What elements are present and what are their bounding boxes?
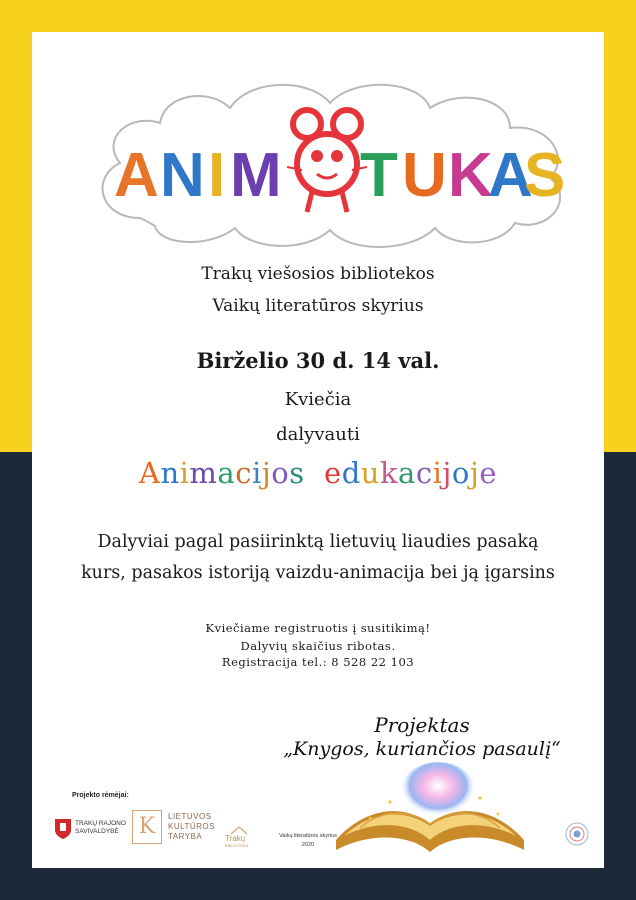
headline-letter: k bbox=[379, 456, 399, 490]
registration-line-2: Dalyvių skaičius ribotas. bbox=[240, 639, 396, 653]
ltk-line-1: LIETUVOS bbox=[168, 812, 212, 821]
headline-letter: e bbox=[479, 456, 498, 490]
headline-letter: a bbox=[217, 456, 236, 490]
headline-letter: c bbox=[235, 456, 252, 490]
headline-letter: a bbox=[398, 456, 416, 490]
headline-letter: n bbox=[160, 456, 180, 490]
ltk-k-icon: K bbox=[132, 810, 162, 844]
ltk-line-3: TARYBA bbox=[168, 832, 203, 841]
round-badge-icon bbox=[565, 822, 589, 846]
invite-line-2: dalyvauti bbox=[276, 424, 360, 445]
headline-letter bbox=[305, 456, 324, 490]
open-book-icon bbox=[330, 762, 530, 858]
headline-letter: j bbox=[261, 456, 272, 490]
headline-letter: o bbox=[271, 456, 290, 490]
ltk-logo bbox=[132, 810, 224, 848]
poster-sheet bbox=[32, 32, 604, 868]
logo-letter-t: T bbox=[360, 141, 398, 210]
headline-letter: c bbox=[415, 456, 433, 490]
organizer-line-1: Trakų viešosios bibliotekos bbox=[201, 264, 435, 284]
sponsors-label: Projekto rėmėjai: bbox=[72, 792, 129, 799]
headline-letter: j bbox=[469, 456, 480, 490]
ltk-line-2: KULTŪROS bbox=[168, 822, 215, 831]
headline-letter: j bbox=[442, 456, 452, 490]
invite-line-1: Kviečia bbox=[284, 389, 352, 410]
headline-letter: u bbox=[360, 456, 380, 490]
headline-letter: i bbox=[251, 456, 262, 490]
headline-letter: i bbox=[179, 456, 190, 490]
description-line-2: kurs, pasakos istoriją vaizdu-animacija bei ją įgarsins bbox=[81, 563, 555, 583]
registration-phone: Registracija tel.: 8 528 22 103 bbox=[221, 655, 415, 669]
headline-letter: d bbox=[341, 456, 361, 490]
library-year: 2020 bbox=[301, 842, 315, 848]
logo-letter-a: A bbox=[114, 141, 159, 210]
trakai-line-1: TRAKŲ RAJONO bbox=[75, 820, 126, 827]
event-date: Birželio 30 d. 14 val. bbox=[196, 348, 440, 373]
headline-letter: e bbox=[324, 456, 342, 490]
trakai-coat-of-arms-icon bbox=[54, 818, 72, 840]
headline-letter: A bbox=[138, 456, 161, 490]
trakai-municipality-logo bbox=[54, 818, 134, 842]
event-headline bbox=[32, 456, 604, 490]
library-mark: Trakų bbox=[225, 834, 246, 843]
organizer-line-2: Vaikų literatūros skyrius bbox=[212, 296, 424, 316]
library-logo bbox=[225, 825, 265, 851]
logo-letter-n: N bbox=[160, 141, 205, 210]
headline-letter: m bbox=[189, 456, 218, 490]
logo-letter-a2: A bbox=[488, 141, 533, 210]
registration-line-1: Kviečiame registruotis į susitikimą! bbox=[205, 621, 431, 635]
headline-letter: i bbox=[432, 456, 443, 490]
mouse-o-icon bbox=[287, 110, 367, 212]
logo-letter-k: K bbox=[448, 141, 493, 210]
project-title: Projektas bbox=[374, 713, 470, 737]
description-line-1: Dalyviai pagal pasiirinktą lietuvių liaudies pasaką bbox=[97, 532, 539, 552]
project-name: „Knygos, kuriančios pasaulį“ bbox=[283, 738, 561, 760]
library-caption: Vaikų literatūros skyrius bbox=[279, 833, 337, 839]
animotukas-logo bbox=[112, 104, 566, 224]
library-sub: BIBLIOTEKA bbox=[225, 843, 249, 848]
logo-letter-m: M bbox=[230, 141, 282, 210]
logo-letter-i: I bbox=[208, 141, 226, 210]
logo-letter-s: S bbox=[524, 141, 566, 210]
logo-letter-u: U bbox=[402, 141, 447, 210]
headline-letter: s bbox=[289, 456, 305, 490]
trakai-line-2: SAVIVALDYBĖ bbox=[75, 828, 119, 835]
headline-letter: o bbox=[451, 456, 470, 490]
